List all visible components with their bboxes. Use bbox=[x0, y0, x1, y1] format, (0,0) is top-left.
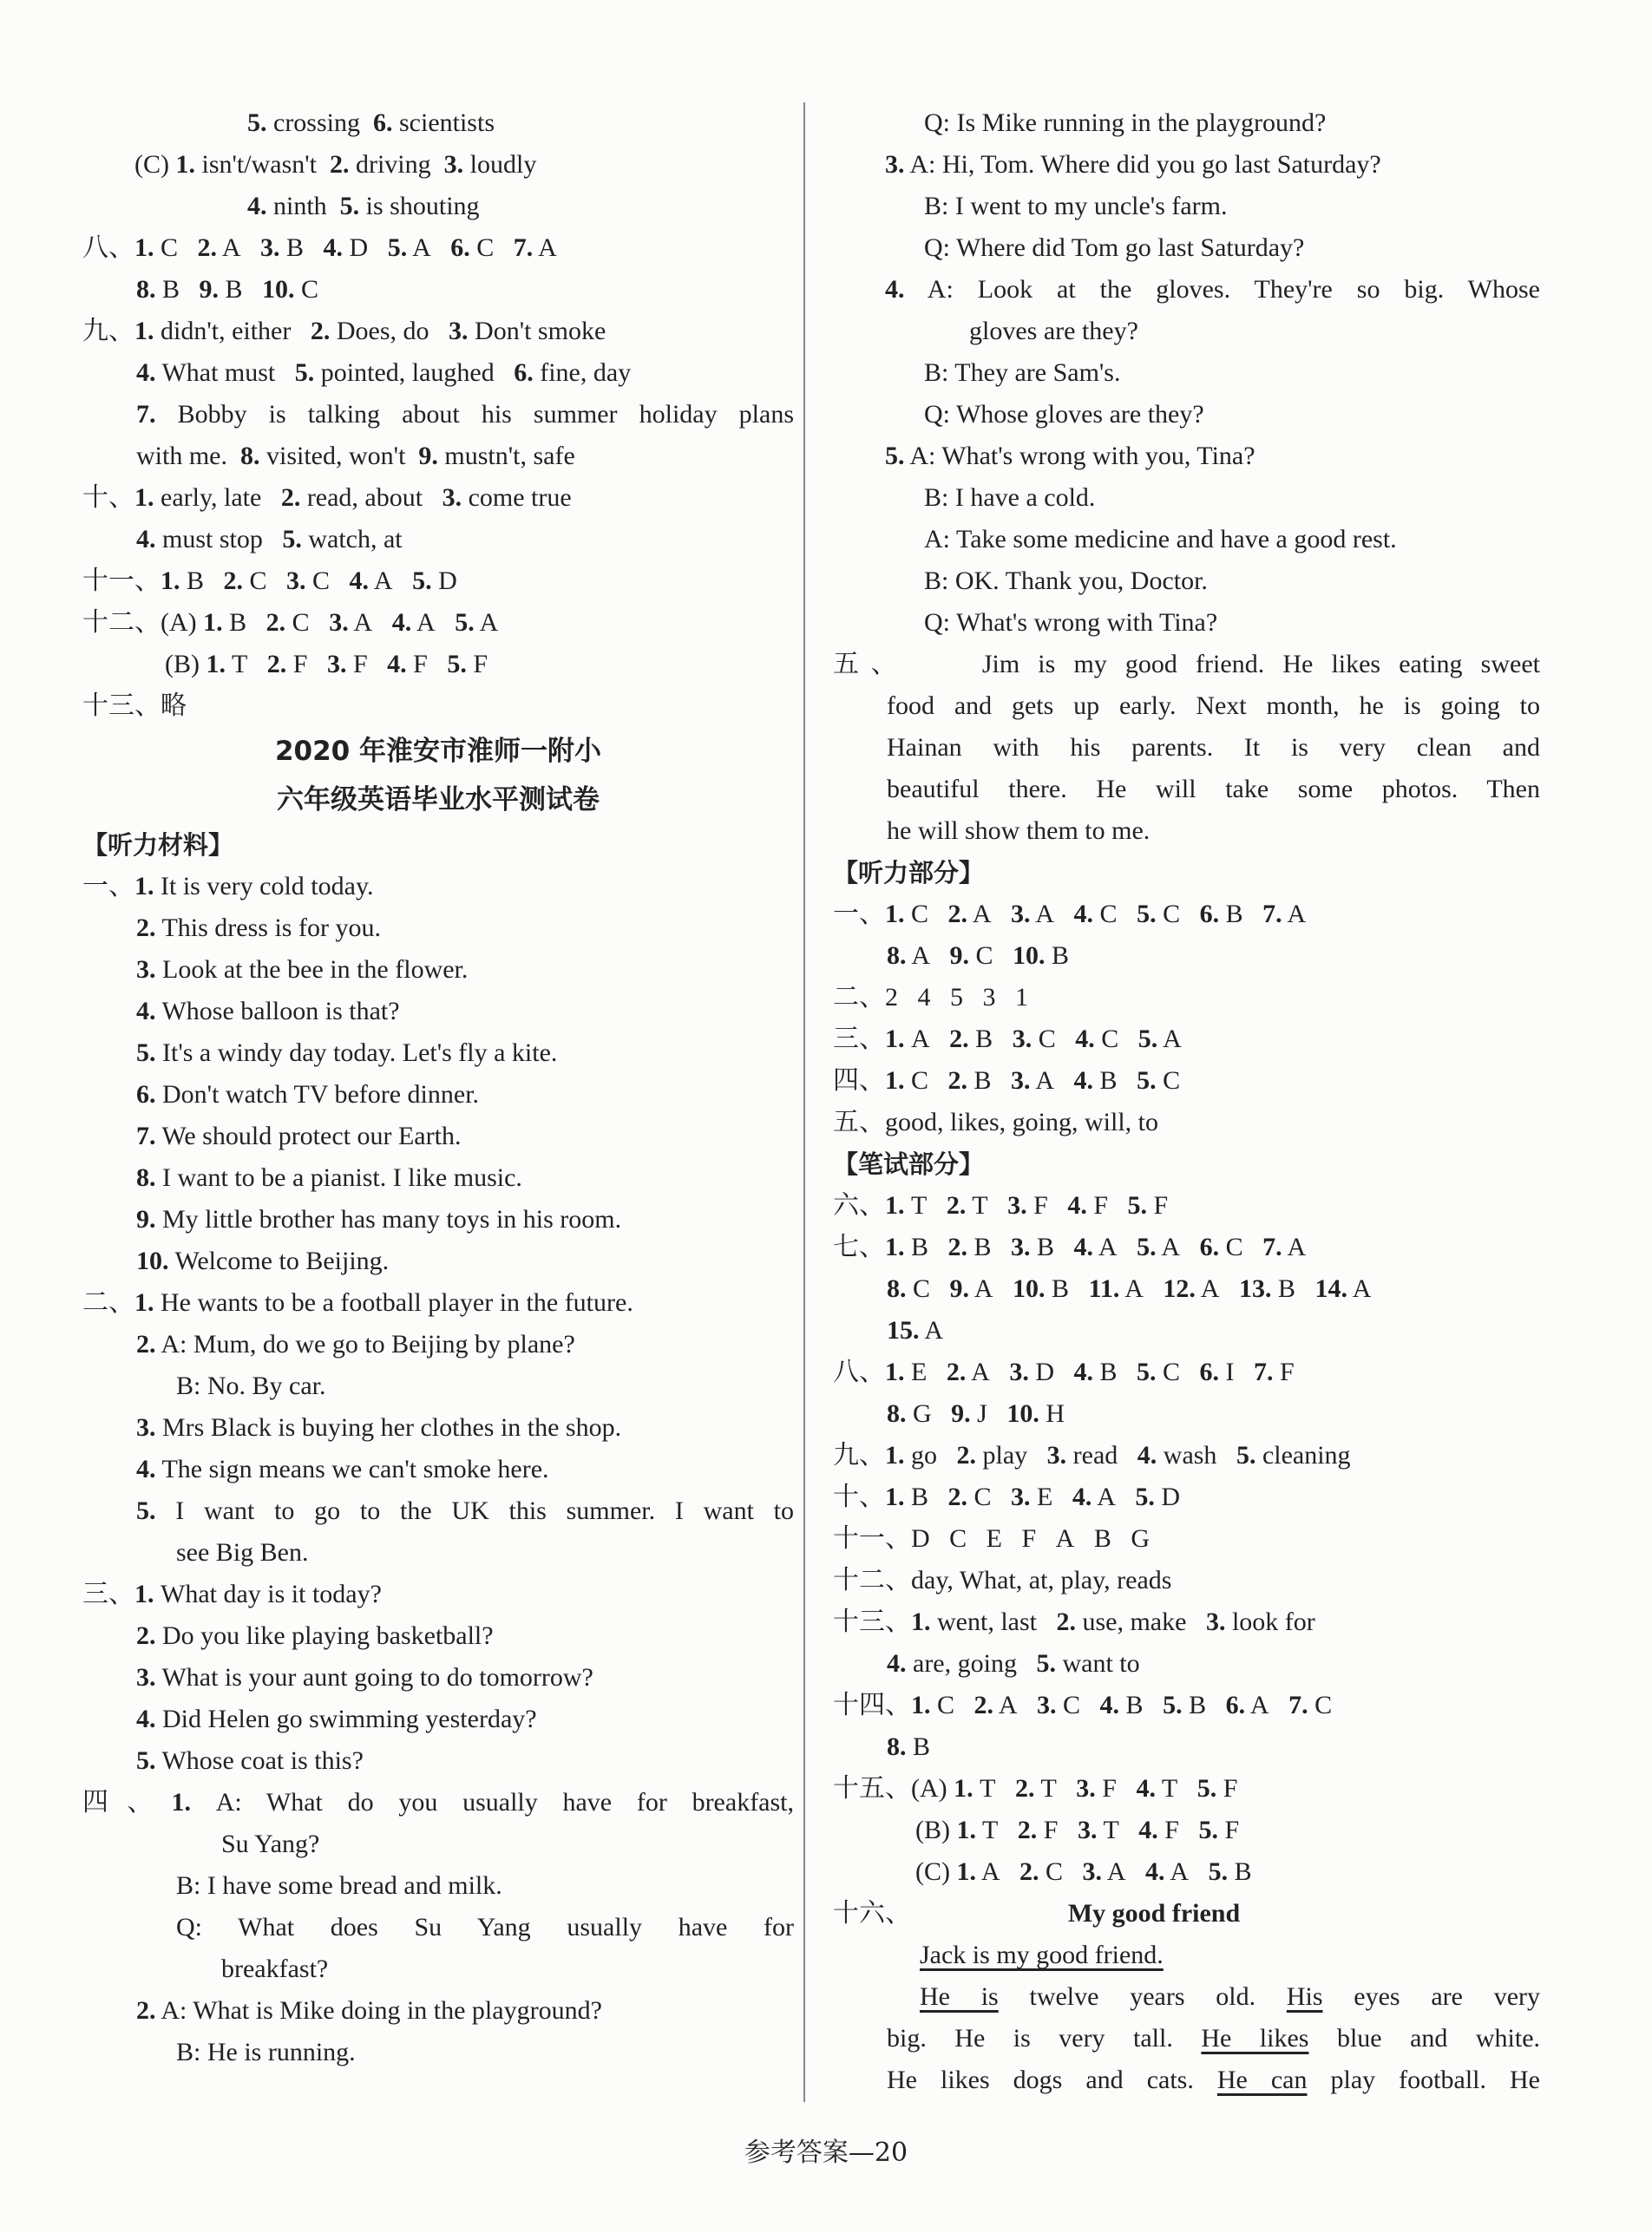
answer-line: 十、1. early, late 2. read, about 3. come true bbox=[82, 483, 572, 512]
answer-line: B: I went to my uncle's farm. bbox=[924, 192, 1228, 220]
answer-line: 3. Mrs Black is buying her clothes in the shop. bbox=[136, 1413, 622, 1442]
answer-line: He is twelve years old. His eyes are very bbox=[920, 1982, 1541, 2011]
answer-line: Q: Where did Tom go last Saturday? bbox=[924, 233, 1305, 262]
answer-line: 2. This dress is for you. bbox=[136, 914, 381, 942]
answer-line: 5. crossing 6. scientists bbox=[247, 108, 495, 137]
answer-line: 三、1. A 2. B 3. C 4. C 5. A bbox=[833, 1025, 1182, 1053]
section-title: 2020 年淮安市淮师一附小 bbox=[274, 736, 602, 767]
answer-line: B: OK. Thank you, Doctor. bbox=[924, 566, 1208, 595]
answer-line: he will show them to me. bbox=[887, 816, 1150, 845]
answer-line: see Big Ben. bbox=[176, 1538, 309, 1567]
answer-line: 十三、1. went, last 2. use, make 3. look for bbox=[833, 1608, 1315, 1636]
answer-line: 7. Bobby is talking about his summer holiday plans bbox=[136, 400, 794, 429]
answer-line: 4. A: Look at the gloves. They're so big. Whose bbox=[885, 275, 1540, 304]
answer-line: gloves are they? bbox=[969, 317, 1138, 345]
answer-line: 二、2 4 5 3 1 bbox=[833, 983, 1028, 1012]
answer-line: 4. must stop 5. watch, at bbox=[136, 525, 403, 553]
answer-line: 十四、1. C 2. A 3. C 4. B 5. B 6. A 7. C bbox=[833, 1691, 1333, 1719]
answer-line: He likes dogs and cats. He can play football. He bbox=[887, 2066, 1540, 2094]
column-divider bbox=[803, 102, 805, 2102]
answer-line: 四、1. C 2. B 3. A 4. B 5. C bbox=[833, 1066, 1181, 1095]
answer-line: 8. A 9. C 10. B bbox=[887, 941, 1070, 970]
answer-line: A: Take some medicine and have a good rest. bbox=[924, 525, 1397, 553]
answer-line: 5. I want to go to the UK this summer. I want to bbox=[136, 1496, 794, 1525]
answer-line: 十五、(A) 1. T 2. T 3. F 4. T 5. F bbox=[833, 1774, 1238, 1803]
page-footer: 参考答案—20 bbox=[744, 2138, 908, 2168]
answer-line: 九、1. didn't, either 2. Does, do 3. Don't smoke bbox=[82, 317, 606, 345]
answer-line: beautiful there. He will take some photos. Then bbox=[887, 775, 1540, 803]
answer-line: 十二、(A) 1. B 2. C 3. A 4. A 5. A bbox=[82, 608, 499, 637]
answer-line: 3. A: Hi, Tom. Where did you go last Saturday? bbox=[885, 150, 1381, 179]
answer-line: 【听力部分】 bbox=[833, 858, 985, 887]
answer-line: 2. A: Mum, do we go to Beijing by plane? bbox=[136, 1330, 575, 1359]
answer-line: 4. The sign means we can't smoke here. bbox=[136, 1455, 549, 1483]
answer-line: 三、1. What day is it today? bbox=[82, 1580, 382, 1608]
answer-line: 4. Whose balloon is that? bbox=[136, 997, 400, 1025]
answer-line: 一、1. It is very cold today. bbox=[82, 872, 374, 900]
answer-line: 6. Don't watch TV before dinner. bbox=[136, 1080, 480, 1109]
answer-line: Su Yang? bbox=[221, 1830, 320, 1858]
answer-line: 15. A bbox=[887, 1316, 944, 1345]
section-title: 六年级英语毕业水平测试卷 bbox=[277, 784, 600, 815]
answer-line: 4. are, going 5. want to bbox=[887, 1649, 1140, 1678]
answer-line: food and gets up early. Next month, he is going to bbox=[887, 691, 1540, 720]
answer-line: (B) 1. T 2. F 3. T 4. F 5. F bbox=[915, 1816, 1240, 1844]
answer-line: (C) 1. A 2. C 3. A 4. A 5. B bbox=[915, 1857, 1252, 1886]
answer-line: 【笔试部分】 bbox=[833, 1149, 985, 1179]
answer-line: 8. B bbox=[887, 1732, 931, 1761]
answer-line: 六、1. T 2. T 3. F 4. F 5. F bbox=[833, 1191, 1169, 1220]
answer-line: B: I have a cold. bbox=[924, 483, 1096, 512]
answer-line: 9. My little brother has many toys in his room. bbox=[136, 1205, 622, 1234]
answer-line: 八、1. C 2. A 3. B 4. D 5. A 6. C 7. A bbox=[82, 233, 557, 262]
answer-line: 5. It's a windy day today. Let's fly a kite. bbox=[136, 1038, 558, 1067]
answer-line: with me. 8. visited, won't 9. mustn't, safe bbox=[136, 442, 575, 470]
answer-line: 8. G 9. J 10. H bbox=[887, 1399, 1065, 1428]
answer-line: 一、1. C 2. A 3. A 4. C 5. C 6. B 7. A bbox=[833, 900, 1307, 928]
answer-line: 十、1. B 2. C 3. E 4. A 5. D bbox=[833, 1483, 1181, 1511]
answer-line: 【听力材料】 bbox=[82, 830, 234, 860]
answer-line: 2. A: What is Mike doing in the playground? bbox=[136, 1996, 602, 2025]
answer-line: 4. Did Helen go swimming yesterday? bbox=[136, 1705, 537, 1733]
answer-line: 八、1. E 2. A 3. D 4. B 5. C 6. I 7. F bbox=[833, 1358, 1295, 1386]
answer-line: B: No. By car. bbox=[176, 1372, 326, 1400]
answer-line: 3. What is your aunt going to do tomorrow? bbox=[136, 1663, 593, 1692]
answer-line: Q: What's wrong with Tina? bbox=[924, 608, 1218, 637]
answer-line: 十一、D C E F A B G bbox=[833, 1524, 1150, 1553]
answer-line: 7. We should protect our Earth. bbox=[136, 1122, 462, 1150]
answer-line: 十二、day, What, at, play, reads bbox=[833, 1566, 1172, 1595]
answer-line: 四、1. A: What do you usually have for breakfast, bbox=[82, 1788, 795, 1817]
answer-line: 十六、 My good friend bbox=[833, 1899, 1241, 1928]
answer-line: 七、1. B 2. B 3. B 4. A 5. A 6. C 7. A bbox=[833, 1233, 1307, 1261]
answer-line: 5. A: What's wrong with you, Tina? bbox=[885, 442, 1255, 470]
answer-line: 3. Look at the bee in the flower. bbox=[136, 955, 469, 984]
right-column bbox=[833, 102, 1540, 2101]
answer-line: 4. ninth 5. is shouting bbox=[247, 192, 480, 220]
answer-line: B: He is running. bbox=[176, 2038, 356, 2066]
answer-line: 九、1. go 2. play 3. read 4. wash 5. cleaning bbox=[833, 1441, 1351, 1470]
left-column bbox=[82, 102, 794, 2073]
answer-line: Q: What does Su Yang usually have for bbox=[176, 1913, 794, 1942]
answer-line: Q: Is Mike running in the playground? bbox=[924, 108, 1327, 137]
answer-line: 十一、1. B 2. C 3. C 4. A 5. D bbox=[82, 566, 457, 595]
answer-line: Q: Whose gloves are they? bbox=[924, 400, 1204, 429]
answer-line: (C) 1. isn't/wasn't 2. driving 3. loudly bbox=[134, 150, 537, 179]
answer-line: B: They are Sam's. bbox=[924, 358, 1121, 387]
answer-line: B: I have some bread and milk. bbox=[176, 1871, 502, 1900]
answer-line: 10. Welcome to Beijing. bbox=[136, 1247, 390, 1275]
answer-line: 五、good, likes, going, will, to bbox=[833, 1108, 1158, 1136]
answer-line: 8. B 9. B 10. C bbox=[136, 275, 319, 304]
answer-line: 8. I want to be a pianist. I like music. bbox=[136, 1163, 522, 1192]
answer-line: 5. Whose coat is this? bbox=[136, 1746, 364, 1775]
answer-line: 8. C 9. A 10. B 11. A 12. A 13. B 14. A bbox=[887, 1274, 1372, 1303]
answer-line: (B) 1. T 2. F 3. F 4. F 5. F bbox=[165, 650, 488, 678]
answer-line: breakfast? bbox=[221, 1955, 329, 1983]
answer-line: 五、 Jim is my good friend. He likes eating sweet bbox=[833, 650, 1540, 678]
answer-line: big. He is very tall. He likes blue and white. bbox=[887, 2024, 1541, 2053]
answer-line: Hainan with his parents. It is very clean and bbox=[887, 733, 1540, 762]
answer-line: 2. Do you like playing basketball? bbox=[136, 1621, 494, 1650]
answer-line: 二、1. He wants to be a football player in the future. bbox=[82, 1288, 633, 1317]
answer-line: Jack is my good friend. bbox=[920, 1941, 1164, 1969]
answer-line: 4. What must 5. pointed, laughed 6. fine, day bbox=[136, 358, 632, 387]
answer-line: 十三、略 bbox=[82, 691, 187, 720]
